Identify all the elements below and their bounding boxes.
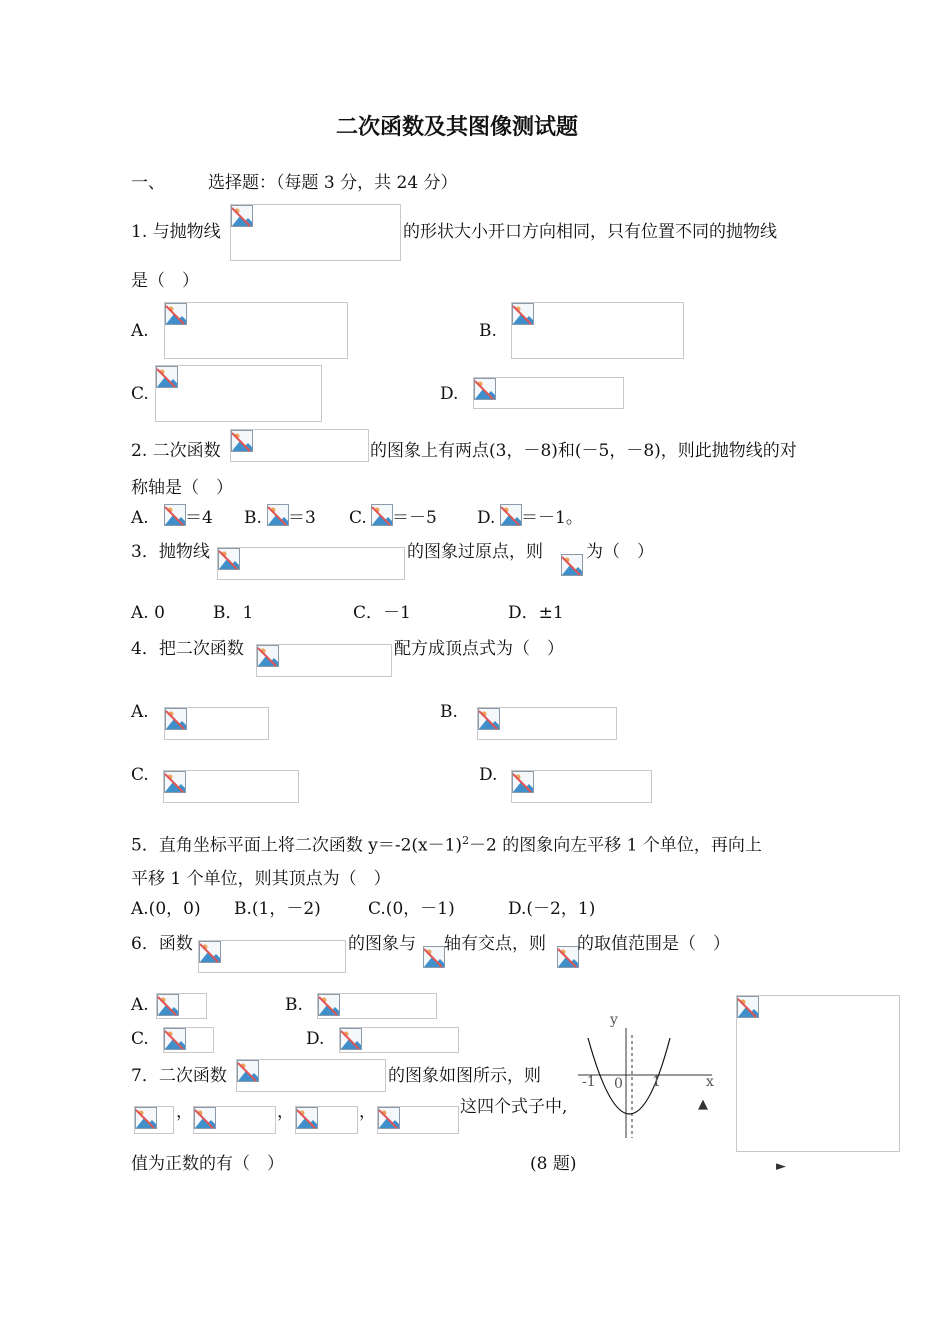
tick-label-zero: 0 [614, 1076, 623, 1092]
q3-suffix: 为（ ） [586, 542, 654, 562]
q4-option-a-label: A. [131, 702, 149, 722]
broken-image-icon [164, 1028, 186, 1050]
q7-suffix: 的图象如图所示，则 [388, 1066, 541, 1086]
broken-image-icon [165, 303, 187, 325]
q6-option-a-label: A. [131, 995, 149, 1015]
q6-option-c-label: C. [131, 1029, 149, 1049]
broken-image-icon [237, 1060, 259, 1082]
q4-option-d-label: D. [479, 765, 498, 785]
broken-image-icon [218, 548, 240, 570]
q6-axis-image [423, 946, 443, 968]
q4-option-d-image [511, 770, 652, 803]
broken-image-icon [296, 1107, 318, 1129]
section-number: 一、 [131, 173, 165, 193]
broken-image-icon [231, 205, 253, 227]
broken-image-icon [156, 366, 178, 388]
q7-expr4-image [377, 1106, 459, 1134]
q1-option-d-label: D. [440, 384, 459, 404]
q2-option-c-value: ＝－5 [392, 508, 437, 528]
q7-formula-image [236, 1059, 386, 1092]
q4-option-c-label: C. [131, 765, 149, 785]
q6-suffix: 的取值范围是（ ） [577, 934, 730, 954]
broken-image-icon [474, 378, 496, 400]
q3-prefix: 3．抛物线 [131, 542, 210, 562]
q7-expr2-image [193, 1106, 276, 1134]
q6-option-d-image [339, 1027, 459, 1053]
q4-prefix: 4．把二次函数 [131, 639, 244, 659]
q2-option-a-value: ＝4 [185, 508, 213, 528]
q5-exponent: 2 [462, 834, 470, 847]
x-axis-label: x [706, 1074, 714, 1090]
q4-option-a-image [164, 707, 269, 740]
q1-option-c-label: C. [131, 384, 149, 404]
q7-line3: 值为正数的有（ ） [131, 1154, 284, 1174]
q6-option-a-image [156, 993, 207, 1019]
q3-option-a: A. 0 [131, 603, 165, 623]
q5-option-a: A.(0，0) [131, 899, 201, 919]
tick-label-neg1: -1 [582, 1074, 596, 1090]
q2-prefix: 2. 二次函数 [131, 441, 221, 461]
q6-middle1: 的图象与 [348, 934, 416, 954]
q3-option-c: C．－1 [353, 603, 411, 623]
q2-option-c-label: C. [349, 508, 367, 528]
q5-line1-part2: －2 的图象向左平移 1 个单位，再向上 [469, 835, 762, 856]
q3-option-b: B．1 [213, 603, 254, 623]
y-axis-label: y [610, 1012, 618, 1028]
broken-image-icon [512, 771, 534, 793]
q6-variable-image [557, 946, 577, 968]
q6-prefix: 6．函数 [131, 934, 193, 954]
broken-image-icon [557, 946, 579, 968]
q7-figure-caption: (8 题) [530, 1154, 577, 1174]
q2-suffix: 的图象上有两点(3，－8)和(－5，－8)，则此抛物线的对 [370, 441, 797, 461]
q5-line1 [131, 835, 762, 855]
q6-option-d-label: D. [306, 1029, 325, 1049]
q2-option-d-value: ＝－1。 [521, 508, 583, 528]
broken-image-icon [500, 504, 522, 526]
broken-image-icon [135, 1107, 157, 1129]
q1-option-a-image [164, 302, 348, 359]
q1-option-d-image [473, 377, 624, 409]
broken-image-icon [512, 303, 534, 325]
broken-image-icon [423, 946, 445, 968]
broken-image-icon [194, 1107, 216, 1129]
broken-image-icon [199, 941, 221, 963]
q1-formula-image [230, 204, 401, 261]
q6-option-c-image [163, 1027, 214, 1053]
q2-line2: 称轴是（ ） [131, 478, 233, 498]
q7-separator-2: ， [277, 1102, 294, 1122]
q1-option-b-image [511, 302, 684, 359]
figure-image-box [736, 995, 900, 1152]
q6-option-b-image [317, 993, 437, 1019]
q7-tail: 这四个式子中, [460, 1097, 568, 1117]
q1-option-b-label: B. [479, 321, 497, 341]
q6-middle2: 轴有交点，则 [444, 934, 546, 954]
page-title: 二次函数及其图像测试题 [336, 114, 579, 140]
q4-formula-image [256, 644, 392, 677]
q4-option-b-label: B. [440, 702, 458, 722]
q1-option-c-image [155, 365, 322, 422]
q2-option-b-value: ＝3 [288, 508, 316, 528]
broken-image-icon [340, 1028, 362, 1050]
q2-option-c-image [371, 504, 391, 524]
broken-image-icon [164, 504, 186, 526]
q5-option-b: B.(1，－2) [234, 899, 321, 919]
q7-expr1-image [134, 1106, 174, 1134]
q2-option-b-label: B. [244, 508, 262, 528]
q3-formula-image [217, 547, 405, 580]
q6-formula-image [198, 940, 346, 973]
q5-line1-part1: 5．直角坐标平面上将二次函数 y＝-2(x－1) [131, 835, 463, 856]
section-heading: 选择题：（每题 3 分，共 24 分） [208, 173, 458, 193]
broken-image-icon [561, 554, 583, 576]
broken-image-icon [157, 994, 179, 1016]
broken-image-icon [231, 430, 253, 452]
q2-option-a-image [164, 504, 184, 524]
q7-separator-1: ， [176, 1102, 193, 1122]
q3-variable-image [561, 554, 583, 576]
up-arrow-icon: ▲ [698, 1097, 708, 1112]
q7-prefix: 7．二次函数 [131, 1066, 227, 1086]
q2-option-a-label: A. [131, 508, 149, 528]
q2-option-b-image [267, 504, 287, 524]
q4-option-b-image [477, 707, 617, 740]
broken-image-icon [737, 996, 759, 1018]
broken-image-icon [257, 645, 279, 667]
q2-option-d-label: D. [477, 508, 496, 528]
broken-image-icon [378, 1107, 400, 1129]
q5-option-d: D.(－2，1) [508, 899, 596, 919]
broken-image-icon [318, 994, 340, 1016]
parabola-graph [570, 1010, 720, 1140]
q2-option-d-image [500, 504, 520, 524]
q7-expr3-image [295, 1106, 358, 1134]
tick-label-1: 1 [652, 1074, 661, 1090]
q5-option-c: C.(0，－1) [368, 899, 455, 919]
q1-option-a-label: A. [131, 321, 149, 341]
broken-image-icon [371, 504, 393, 526]
q4-suffix: 配方成顶点式为（ ） [394, 639, 564, 659]
q3-option-d: D．±1 [508, 603, 564, 623]
q1-suffix: 的形状大小开口方向相同，只有位置不同的抛物线 [403, 222, 777, 242]
broken-image-icon [165, 708, 187, 730]
broken-image-icon [267, 504, 289, 526]
broken-image-icon [164, 771, 186, 793]
q2-formula-image [230, 429, 369, 462]
q5-line2: 平移 1 个单位，则其顶点为（ ） [131, 869, 391, 889]
q7-separator-3: ， [359, 1102, 376, 1122]
q6-option-b-label: B. [285, 995, 303, 1015]
broken-image-icon [478, 708, 500, 730]
q3-middle: 的图象过原点，则 [407, 542, 543, 562]
q1-line2: 是（ ） [131, 271, 199, 291]
q1-prefix: 1. 与抛物线 [131, 222, 221, 242]
right-arrow-icon: ► [776, 1159, 786, 1174]
q4-option-c-image [163, 770, 299, 803]
